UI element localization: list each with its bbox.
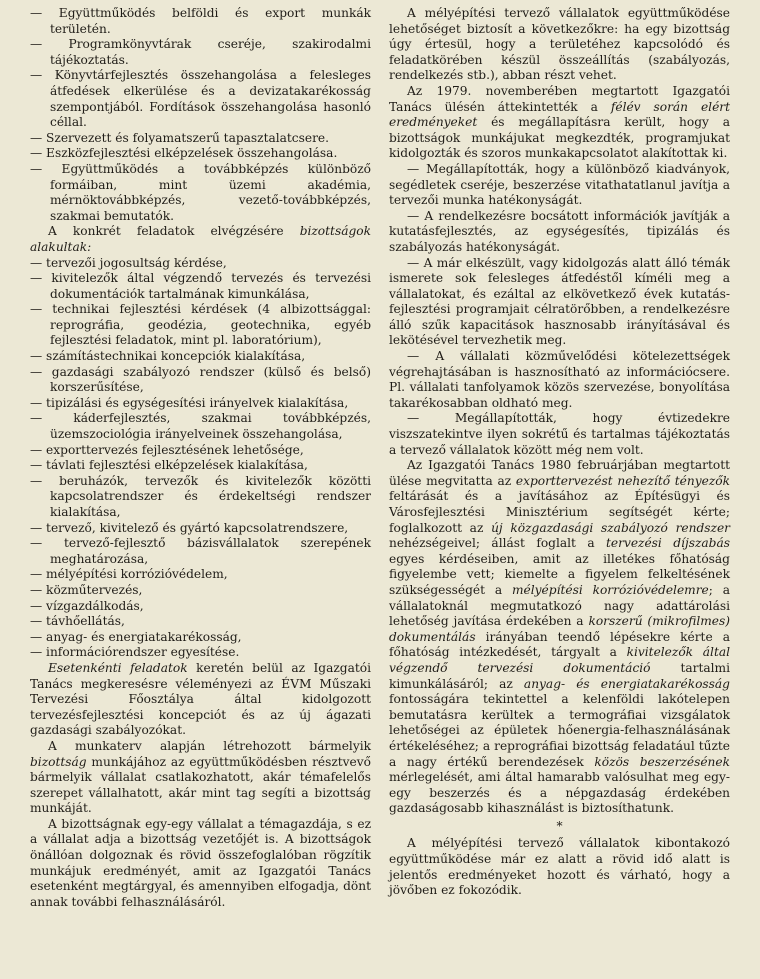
list-item: — Együttműködés a továbbképzés különböző formáiban, mint üzemi akadémia, mérnöktovábbképzés, vezető-továbbképzés, szakmai bemutatók. xyxy=(30,161,371,223)
text-run: mérlegelését, ami által hamarabb valósulhat meg egy-egy beszerzés és a népgazdaság érdekében gazdaságosabb kihasználást is biztosíthatunk. xyxy=(389,770,730,816)
text-run: tartalmi kimunkálásáról; az xyxy=(389,660,730,691)
list-item: — tervezői jogosultság kérdése, xyxy=(30,255,227,270)
list-item: — Programkönyvtárak cseréje, szakirodalmi tájékoztatás. xyxy=(30,37,371,67)
list-item: — kivitelezők által végzendő tervezés és tervezési dokumentációk tartalmának kimunkálása, xyxy=(30,271,371,301)
paragraph: — Megállapították, hogy évtizedekre viszszatekintve ilyen sokrétű és tartalmas tájékoztatás a tervező vállalatok között még nem volt. xyxy=(389,411,730,457)
list-item: — anyag- és energiatakarékosság, xyxy=(30,629,242,644)
emphasis-run: új közgazdasági szabályozó rendszer xyxy=(491,520,730,535)
text-run: egyes kérdéseiben, amit az illetékes főhatóság figyelembe vett; kiemelte a figyelem felkeltésének szükségességét a xyxy=(389,551,730,597)
text-run: fontosságára tekintettel a kelenföldi lakótelepen bemutatásra kerültek a termográfiai vizsgálatok lehetőségei az épületek hőenergia-felhasználásának értékeléséhez; a reprográfiai bizottság feladatául tűzte a nagy értékű berendezések xyxy=(389,692,730,769)
paragraph: A bizottságnak egy-egy vállalat a témagazdája, s ez a vállalat adja a bizottság vezetőjét is. A bizottságok önállóan dolgoznak és rövid összefoglalóban rögzítik munkájuk eredményét, amit az Igazgatói Tanács esetenként megtárgyal, és amennyiben elfogadja, dönt annak további felhasználásáról. xyxy=(30,816,371,909)
paragraph: A mélyépítési tervező vállalatok együttműködése lehetőséget biztosít a következőkre: ha egy bizottság úgy értesül, hogy a területéhez kapcsolódó és feladatkörében készül összeállítás (szabályozás, rendelkezés stb.), abban részt vehet. xyxy=(389,6,730,83)
list-item: — tipizálási és egységesítési irányelvek kialakítása, xyxy=(30,395,349,410)
left-column xyxy=(30,6,371,979)
list-item: — tervező-fejlesztő bázisvállalatok szerepének meghatározása, xyxy=(30,536,371,566)
paragraph: A mélyépítési tervező vállalatok kibontakozó együttműködése már ez alatt a rövid idő alatt is jelentős eredményeket hozott és várható, hogy a jövőben ez fokozódik. xyxy=(389,836,730,898)
list-item: — Könyvtárfejlesztés összehangolása a felesleges átfedések elkerülése és a devizatakarékosság szempontjából. Fordítások összehangolása hasonló céllal. xyxy=(30,68,371,130)
text-run: irányában teendő lépésekre kérte a főhatóság intézkedését, tárgyalt a xyxy=(389,629,730,660)
right-column xyxy=(389,6,730,979)
emphasis-run: bizottság xyxy=(30,754,87,769)
list-item: — közműtervezés, xyxy=(30,582,143,597)
list-item: — információrendszer egyesítése. xyxy=(30,645,240,660)
paragraph xyxy=(389,84,730,162)
list-item: — Eszközfejlesztési elképzelések összehangolása. xyxy=(30,146,338,161)
paragraph xyxy=(30,224,371,255)
text-run: A konkrét feladatok elvégzésére xyxy=(48,224,300,239)
section-separator: * xyxy=(556,818,563,833)
list-item: — káderfejlesztés, szakmai továbbképzés, üzemszociológia irányelveinek összehangolása, xyxy=(30,411,371,442)
list-item: — Együttműködés belföldi és export munkák területén. xyxy=(30,6,371,36)
list-item: — számítástechnikai koncepciók kialakítása, xyxy=(30,349,306,364)
text-run: ; a vállalatoknál megmutatkozó nagy adattárolási lehetőség javítása érdekében a xyxy=(389,582,730,629)
paragraph xyxy=(389,458,730,817)
emphasis-run: korszerű (mikrofilmes) dokumentálás xyxy=(389,614,730,644)
paragraph: — A már elkészült, vagy kidolgozás alatt álló témák ismerete sok felesleges átfedéstől kíméli meg a vállalatokat, és ezáltal az elkövetkező évek kutatás-fejlesztési programjait célratörőbben, a rendelkezésre álló szűk kapacitások hasznosabb irányításával és lekötésével tervezhetik meg. xyxy=(389,255,730,348)
emphasis-run: bizottságok alakultak: xyxy=(30,224,371,254)
paragraph: — Megállapították, hogy a különböző kiadványok, segédletek cseréje, beszerzése vitathatatlanul javítja a tervezői munka hatékonyságát. xyxy=(389,161,730,208)
paragraph xyxy=(30,661,371,739)
emphasis-run: félév során elért eredményeket xyxy=(389,99,731,130)
paragraph xyxy=(30,739,371,817)
list-item: — távhőellátás, xyxy=(30,614,125,629)
text-run: és megállapításra került, hogy a bizottságok munkájukat megkezdték, programjukat kidolgozták és szoros munkakapcsolatot alakítottak ki. xyxy=(389,115,730,161)
text-run: munkájához az együttműködésben résztvevő bármelyik vállalat csatlakozhatott, akár témafelelős szerepet vállalhatott, akár mint tag segíti a bizottság munkáját. xyxy=(30,754,371,816)
text-run: Az Igazgatói Tanács 1980 februárjában megtartott ülése megvitatta az xyxy=(389,458,730,488)
list-item: — technikai fejlesztési kérdések (4 albizottsággal: reprográfia, geodézia, geotechnika, egyéb fejlesztési feladatok, mint pl. laboratórium), xyxy=(30,302,371,348)
emphasis-run: anyag- és energiatakarékosság xyxy=(523,676,730,691)
text-run: nehézségeivel; állást foglalt a xyxy=(389,536,607,551)
list-item: — távlati fejlesztési elképzelések kialakítása, xyxy=(30,458,308,473)
list-item: — beruházók, tervezők és kivitelezők közötti kapcsolatrendszer és érdekeltségi rendszer kialakítása, xyxy=(30,473,371,519)
list-item: — gazdasági szabályozó rendszer (külső és belső) korszerűsítése, xyxy=(30,364,371,395)
emphasis-run: exporttervezést nehezítő tényezők xyxy=(515,473,730,488)
list-item: — vízgazdálkodás, xyxy=(30,598,144,613)
list-item: — tervező, kivitelező és gyártó kapcsolatrendszere, xyxy=(30,520,349,535)
list-item: — mélyépítési korrózióvédelem, xyxy=(30,567,228,582)
emphasis-run: közös beszerzésének xyxy=(594,754,730,769)
emphasis-run: mélyépítési korrózióvédelemre xyxy=(512,582,709,597)
text-run: A munkaterv alapján létrehozott bármelyik xyxy=(48,738,371,753)
emphasis-run: tervezési díjszabás xyxy=(606,536,730,551)
list-item: — Szervezett és folyamatszerű tapasztalatcsere. xyxy=(30,130,330,145)
list-item: — exporttervezés fejlesztésének lehetősége, xyxy=(30,442,304,457)
paragraph: — A vállalati közművelődési kötelezettségek végrehajtásában is hasznosítható az információcsere. Pl. vállalati tanfolyamok közös szervezése, bonyolítása takarékosabban oldható meg. xyxy=(389,349,730,410)
emphasis-run: kivitelezők által végzendő tervezési dokumentáció xyxy=(389,645,731,675)
text-run: feltárását és a javításához az Építésügyi és Városfejlesztési Minisztérium segítségét kérte; foglalkozott az xyxy=(389,489,730,535)
emphasis-run: Esetenkénti feladatok xyxy=(48,660,188,675)
text-run: Az 1979. novemberében megtartott Igazgatói Tanács ülésén áttekintették a xyxy=(389,83,730,114)
text-run: keretén belül az Igazgatói Tanács megkeresésre véleményezi az ÉVM Műszaki Tervezési Főosztálya által kidolgozott tervezésfejlesztési koncepciót és az új ágazati gazdasági szabályozókat. xyxy=(30,660,371,738)
paragraph: — A rendelkezésre bocsátott információk javítják a kutatásfejlesztés, az egységesítés, tipizálás és szabályozás hatékonyságát. xyxy=(389,208,730,254)
